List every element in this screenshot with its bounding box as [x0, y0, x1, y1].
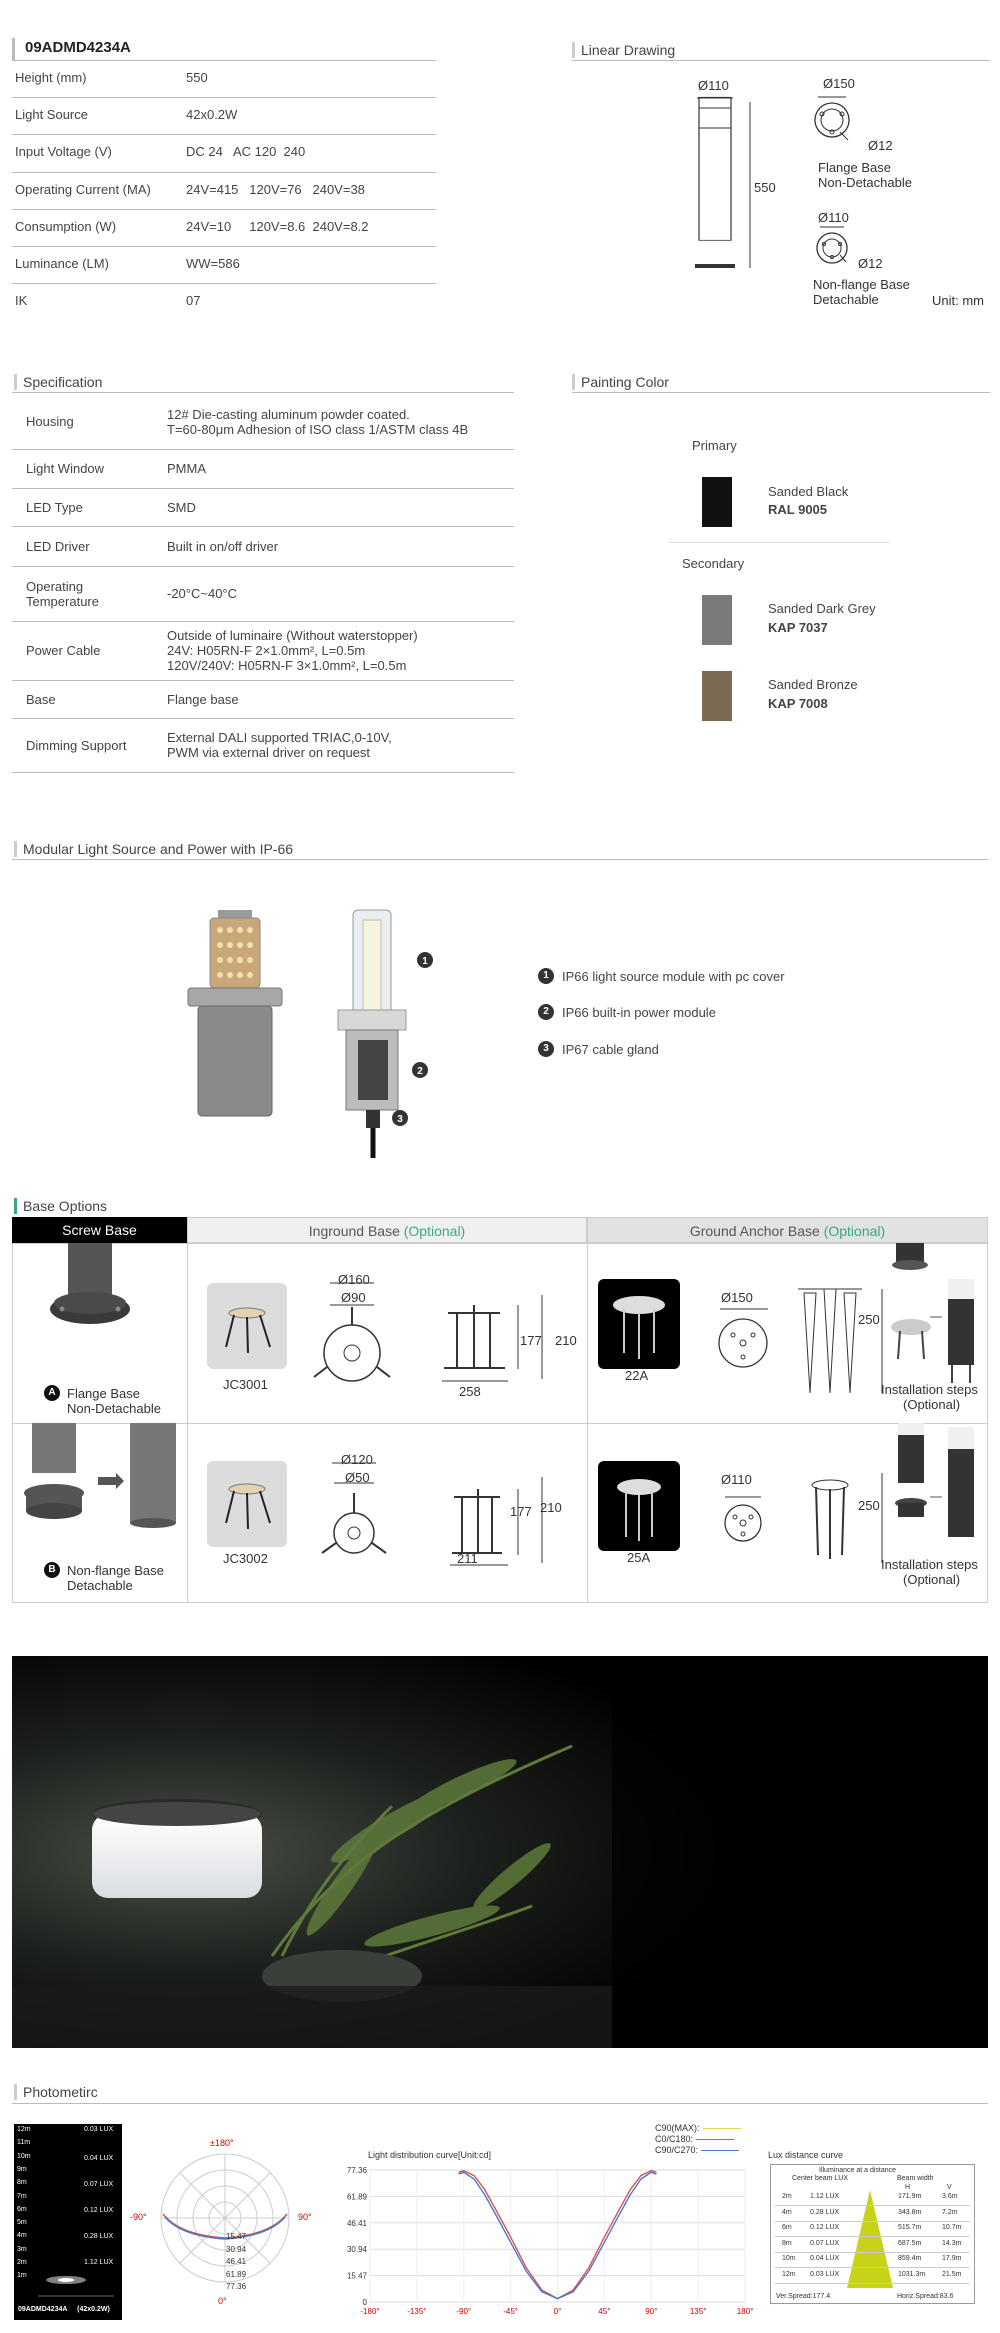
- lux-foot-1: Ver.Spread:177.4: [776, 2293, 831, 2300]
- dim-a-d150: Ø150: [721, 1290, 753, 1305]
- polar-ring-label: 15.47: [226, 2232, 247, 2241]
- divider: [12, 209, 436, 210]
- lux-row-distance: 2m: [782, 2193, 792, 2200]
- lux-row-v: 7.2m: [942, 2208, 958, 2216]
- dim-d12b: Ø12: [858, 256, 883, 271]
- lux-row-v: 3.6m: [942, 2193, 958, 2200]
- secondary-label: Secondary: [682, 556, 745, 571]
- dim-a-h177: 177: [520, 1333, 542, 1348]
- spec-row-label: Operating Temperature: [26, 578, 99, 609]
- svg-text:3: 3: [397, 1114, 403, 1125]
- modular-title: Modular Light Source and Power with IP-66: [14, 841, 293, 857]
- dim-a-d160: Ø160: [338, 1272, 370, 1287]
- isolux-tick: 5m: [17, 2219, 27, 2227]
- lux-row-distance: 4m: [782, 2208, 792, 2216]
- lux-title: Lux distance curve: [768, 2150, 844, 2160]
- row-b-letter: B: [44, 1562, 60, 1578]
- divider: [12, 60, 436, 61]
- divider: [12, 2103, 988, 2104]
- isolux-tick: 3m: [17, 2245, 27, 2253]
- isolux-value: 0.12 LUX: [84, 2207, 114, 2214]
- polar-ring-label: 77.36: [226, 2282, 247, 2291]
- dim-b-h177: 177: [510, 1504, 532, 1519]
- y-tick-label: 46.41: [346, 2218, 367, 2228]
- spec-value: 550: [186, 70, 208, 85]
- color-name-bronze: Sanded Bronze: [768, 677, 858, 692]
- lux-row-h: 859.4m: [898, 2255, 922, 2262]
- polar-chart: [144, 2138, 306, 2308]
- unit-label: Unit: mm: [932, 293, 984, 308]
- divider: [12, 449, 514, 450]
- x-tick-label: -90°: [456, 2307, 472, 2316]
- spec-value: 07: [186, 293, 201, 309]
- isolux-value: 0.04 LUX: [84, 2155, 114, 2162]
- y-tick-label: 61.89: [346, 2192, 367, 2202]
- spec-row-value: Built in on/off driver: [167, 538, 279, 554]
- dim-a-d90: Ø90: [341, 1290, 366, 1305]
- legend-c90max-line: [703, 2128, 741, 2129]
- x-tick-label: 0°: [553, 2307, 562, 2316]
- isolux-tick: 9m: [17, 2165, 27, 2173]
- primary-label: Primary: [692, 438, 737, 453]
- row-a-sublabel: Non-Detachable: [67, 1401, 161, 1416]
- color-name-dark-grey: Sanded Dark Grey: [768, 601, 876, 616]
- lux-row-distance: 6m: [782, 2224, 792, 2231]
- lux-head-h: H: [905, 2184, 911, 2191]
- header-inground-base: [187, 1217, 587, 1243]
- lux-row-v: 14.3m: [942, 2239, 962, 2247]
- polar-right-label: 90°: [298, 2212, 312, 2222]
- lux-row-h: 515.7m: [898, 2224, 922, 2231]
- polar-top-label: ±180°: [210, 2138, 234, 2148]
- lux-row-lux: 0.28 LUX: [810, 2208, 840, 2216]
- base-row-a-graphics: [12, 1243, 988, 1424]
- x-tick-label: 180°: [736, 2307, 754, 2316]
- svg-text:1: 1: [422, 956, 428, 967]
- lux-row-v: 17.9m: [942, 2255, 962, 2262]
- isolux-tick: 7m: [17, 2192, 27, 2200]
- color-code-dark-grey: KAP 7037: [768, 620, 828, 635]
- linear-drawing-title: Linear Drawing: [572, 42, 675, 58]
- x-tick-label: -135°: [407, 2307, 427, 2316]
- dim-a-h210: 210: [555, 1333, 577, 1348]
- spec-label: Height (mm): [15, 70, 87, 85]
- isolux-value: 0.03 LUX: [84, 2126, 114, 2133]
- divider: [12, 772, 514, 773]
- dim-a-w258: 258: [459, 1384, 481, 1399]
- spec-row-value: -20°C~40°C: [167, 586, 238, 601]
- divider: [12, 680, 514, 681]
- divider: [775, 2221, 970, 2222]
- x-tick-label: 90°: [645, 2307, 658, 2316]
- y-tick-label: 0: [362, 2298, 367, 2307]
- flange-base-sublabel: Non-Detachable: [818, 175, 912, 190]
- lux-head-1: Illuminance at a distance: [819, 2167, 897, 2174]
- feature-text-3: IP67 cable gland: [562, 1042, 659, 1057]
- divider: [775, 2236, 970, 2237]
- lux-row-v: 21.5m: [942, 2270, 962, 2278]
- jc3001-label: JC3001: [223, 1377, 268, 1392]
- inground-label: Inground Base: [308, 1223, 400, 1239]
- product-code-bar: [12, 38, 436, 60]
- spec-row-value: Outside of luminaire (Without waterstopper) 24V: H05RN-F 2×1.0mm², L=0.5m 120V/240V: H05RN-F 3×1.0mm², L=0.5m: [167, 628, 418, 673]
- dim-b-d110: Ø110: [721, 1472, 752, 1487]
- dim-b-d120: Ø120: [341, 1452, 373, 1467]
- isolux-tick: 4m: [17, 2232, 27, 2240]
- row-a-label: Flange Base: [67, 1386, 140, 1401]
- dim-d150: Ø150: [823, 76, 855, 91]
- isolux-tick: 1m: [17, 2272, 27, 2280]
- legend-c90-label: C90/C270:: [655, 2145, 699, 2155]
- legend: [655, 2123, 741, 2156]
- lux-row-lux: 1.12 LUX: [810, 2193, 840, 2200]
- install-steps-a[interactable]: Installation steps: [881, 1382, 978, 1397]
- anchor-22a-label: 22A: [625, 1368, 649, 1383]
- divider: [12, 859, 988, 860]
- legend-c90max-label: C90(MAX):: [655, 2123, 700, 2133]
- row-b-sublabel: Detachable: [67, 1578, 133, 1593]
- header-screw-base: Screw Base: [12, 1217, 187, 1243]
- dim-b-d50: Ø50: [345, 1470, 370, 1485]
- isolux-tick: 11m: [17, 2139, 31, 2147]
- divider: [775, 2283, 970, 2284]
- spec-value: 42x0.2W: [186, 107, 238, 123]
- modular-product-images: [180, 900, 450, 1160]
- divider: [12, 283, 436, 284]
- spec-label: Input Voltage (V): [15, 144, 112, 160]
- dim-a-h250: 250: [858, 1312, 880, 1327]
- anchor-optional: (Optional): [823, 1223, 886, 1239]
- isolux-tick: 2m: [17, 2259, 27, 2266]
- divider: [12, 97, 436, 98]
- dim-b-w211: 211: [457, 1551, 478, 1566]
- svg-text:2: 2: [417, 1066, 423, 1077]
- anchor-label: Ground Anchor Base: [689, 1223, 820, 1239]
- isolux-caption-spec: (42x0.2W): [77, 2306, 110, 2313]
- lux-row-lux: 0.07 LUX: [810, 2239, 840, 2247]
- dim-d12a: Ø12: [868, 138, 893, 153]
- dim-b-h210: 210: [540, 1500, 562, 1515]
- lux-row-h: 687.5m: [898, 2239, 922, 2247]
- divider: [572, 392, 990, 393]
- anchor-25a-label: 25A: [627, 1550, 651, 1565]
- polar-left-label: -90°: [130, 2212, 147, 2222]
- feature-bullet-2: 2: [538, 1004, 554, 1020]
- divider: [775, 2252, 970, 2253]
- spec-label: Luminance (LM): [15, 256, 109, 271]
- x-tick-label: 45°: [598, 2307, 611, 2316]
- light-distribution-chart: [340, 2160, 760, 2320]
- color-swatch-bronze: [702, 671, 732, 721]
- legend-item-c90: [655, 2145, 741, 2156]
- spec-row-value: External DALI supported TRIAC,0-10V, PWM via external driver on request: [167, 730, 392, 760]
- y-tick-label: 77.36: [346, 2166, 367, 2175]
- dim-b-h250: 250: [858, 1498, 880, 1513]
- spec-row-label: Base: [26, 691, 56, 707]
- color-swatch-dark-grey: [702, 595, 732, 645]
- lux-row-lux: 0.03 LUX: [810, 2270, 840, 2278]
- isolux-tick: 8m: [17, 2179, 27, 2187]
- product-code: 09ADMD4234A: [25, 39, 131, 56]
- spec-label: IK: [15, 293, 28, 309]
- y-tick-label: 30.94: [346, 2245, 367, 2255]
- divider: [775, 2267, 970, 2268]
- row-b-label: Non-flange Base: [67, 1563, 164, 1578]
- jc3002-label: JC3002: [223, 1551, 268, 1566]
- spec-row-label: Dimming Support: [26, 737, 127, 753]
- spec-value: 24V=10 120V=8.6 240V=8.2: [186, 218, 369, 234]
- spec-label: Operating Current (MA): [15, 181, 151, 197]
- polar-bottom-label: 0°: [218, 2296, 227, 2306]
- painting-color-title: Painting Color: [572, 374, 669, 390]
- x-tick-label: -180°: [360, 2307, 380, 2316]
- feature-bullet-1: 1: [538, 968, 554, 984]
- scene-photo: [12, 1656, 988, 2048]
- lux-row-lux: 0.12 LUX: [810, 2224, 840, 2231]
- specification-title: Specification: [14, 374, 102, 390]
- lux-row-h: 171.9m: [898, 2193, 922, 2200]
- isolux-caption-code: 09ADMD4234A: [18, 2306, 68, 2313]
- lux-foot-2: Horiz.Spread:83.6: [897, 2293, 954, 2300]
- install-optional-b[interactable]: (Optional): [903, 1572, 961, 1587]
- color-code-black: RAL 9005: [768, 502, 828, 517]
- spec-row-label: LED Driver: [26, 538, 90, 554]
- lux-row-h: 343.8m: [898, 2208, 922, 2216]
- spec-row-label: Power Cable: [26, 643, 101, 658]
- spec-row-value: SMD: [167, 499, 196, 515]
- divider: [12, 566, 514, 567]
- divider: [12, 526, 514, 527]
- isolux-value: 0.07 LUX: [84, 2181, 114, 2188]
- isolux-value: 0.28 LUX: [84, 2233, 114, 2240]
- legend-c0-label: C0/C180:: [655, 2134, 694, 2144]
- x-tick-label: 135°: [689, 2307, 707, 2316]
- dim-d110: Ø110: [698, 78, 729, 93]
- divider: [12, 718, 514, 719]
- color-code-bronze: KAP 7008: [768, 696, 828, 711]
- lux-row-distance: 8m: [782, 2239, 792, 2247]
- legend-item-c0: [655, 2134, 741, 2145]
- nonflange-base-sublabel: Detachable: [813, 292, 879, 307]
- lux-row-lux: 0.04 LUX: [810, 2255, 840, 2262]
- divider: [12, 246, 436, 247]
- lux-row-distance: 12m: [782, 2270, 796, 2278]
- lux-row-distance: 10m: [782, 2255, 796, 2262]
- divider: [572, 60, 990, 61]
- divider: [668, 542, 890, 543]
- lux-head-3: Beam width: [897, 2175, 934, 2182]
- polar-ring-label: 61.89: [226, 2269, 247, 2279]
- lux-row-h: 1031.3m: [898, 2270, 926, 2278]
- base-options-title: Base Options: [14, 1198, 107, 1214]
- legend-c0-line: [696, 2139, 734, 2140]
- isolux-value: 1.12 LUX: [84, 2259, 114, 2266]
- header-ground-anchor-base: [587, 1217, 988, 1243]
- divider: [12, 488, 514, 489]
- spec-label: Light Source: [15, 107, 88, 123]
- spec-row-value: 12# Die-casting aluminum powder coated. T=60-80μm Adhesion of ISO class 1/ASTM class 4B: [167, 406, 469, 437]
- isolux-caption: [14, 2301, 122, 2320]
- divider: [12, 392, 514, 393]
- feature-bullet-3: 3: [538, 1041, 554, 1057]
- spec-row-value: Flange base: [167, 691, 239, 707]
- legend-item-c90max: [655, 2123, 741, 2134]
- spec-row-label: LED Type: [26, 499, 83, 515]
- nonflange-base-label: Non-flange Base: [813, 277, 910, 292]
- row-a-letter: A: [44, 1385, 60, 1401]
- lux-row-v: 10.7m: [942, 2224, 962, 2231]
- lux-head-v: V: [947, 2184, 952, 2191]
- x-tick-label: -45°: [503, 2307, 519, 2316]
- spec-row-label: Housing: [26, 414, 74, 429]
- polar-ring-label: 46.41: [226, 2257, 247, 2266]
- photometric-title: Photometirc: [14, 2084, 98, 2100]
- curve-title: Light distribution curve[Unit:cd]: [368, 2150, 492, 2160]
- isolux-tick: 6m: [17, 2205, 27, 2213]
- flange-base-label: Flange Base: [818, 160, 891, 175]
- install-optional-a[interactable]: (Optional): [903, 1397, 961, 1412]
- isolux-tick: 10m: [17, 2152, 31, 2160]
- polar-ring-label: 30.94: [226, 2244, 247, 2254]
- isolux-tick: 12m: [17, 2126, 31, 2133]
- dim-h550: 550: [754, 180, 776, 195]
- feature-text-2: IP66 built-in power module: [562, 1005, 716, 1020]
- divider: [12, 134, 436, 135]
- inground-optional: (Optional): [403, 1223, 466, 1239]
- legend-c90-line: [701, 2150, 739, 2151]
- spec-value: 24V=415 120V=76 240V=38: [186, 181, 365, 197]
- divider: [775, 2205, 970, 2206]
- y-tick-label: 15.47: [346, 2271, 367, 2281]
- spec-row-value: PMMA: [167, 461, 206, 476]
- divider: [12, 172, 436, 173]
- lux-head-2: Center beam LUX: [792, 2175, 849, 2182]
- feature-text-1: IP66 light source module with pc cover: [562, 969, 785, 984]
- divider: [12, 621, 514, 622]
- spec-value: WW=586: [186, 256, 240, 271]
- spec-row-label: Light Window: [26, 461, 105, 476]
- spec-label: Consumption (W): [15, 218, 117, 234]
- install-steps-b[interactable]: Installation steps: [881, 1557, 978, 1572]
- spec-value: DC 24 AC 120 240: [186, 144, 306, 160]
- color-name-black: Sanded Black: [768, 484, 849, 499]
- color-swatch-black: [702, 477, 732, 527]
- dim-d110b: Ø110: [818, 210, 849, 225]
